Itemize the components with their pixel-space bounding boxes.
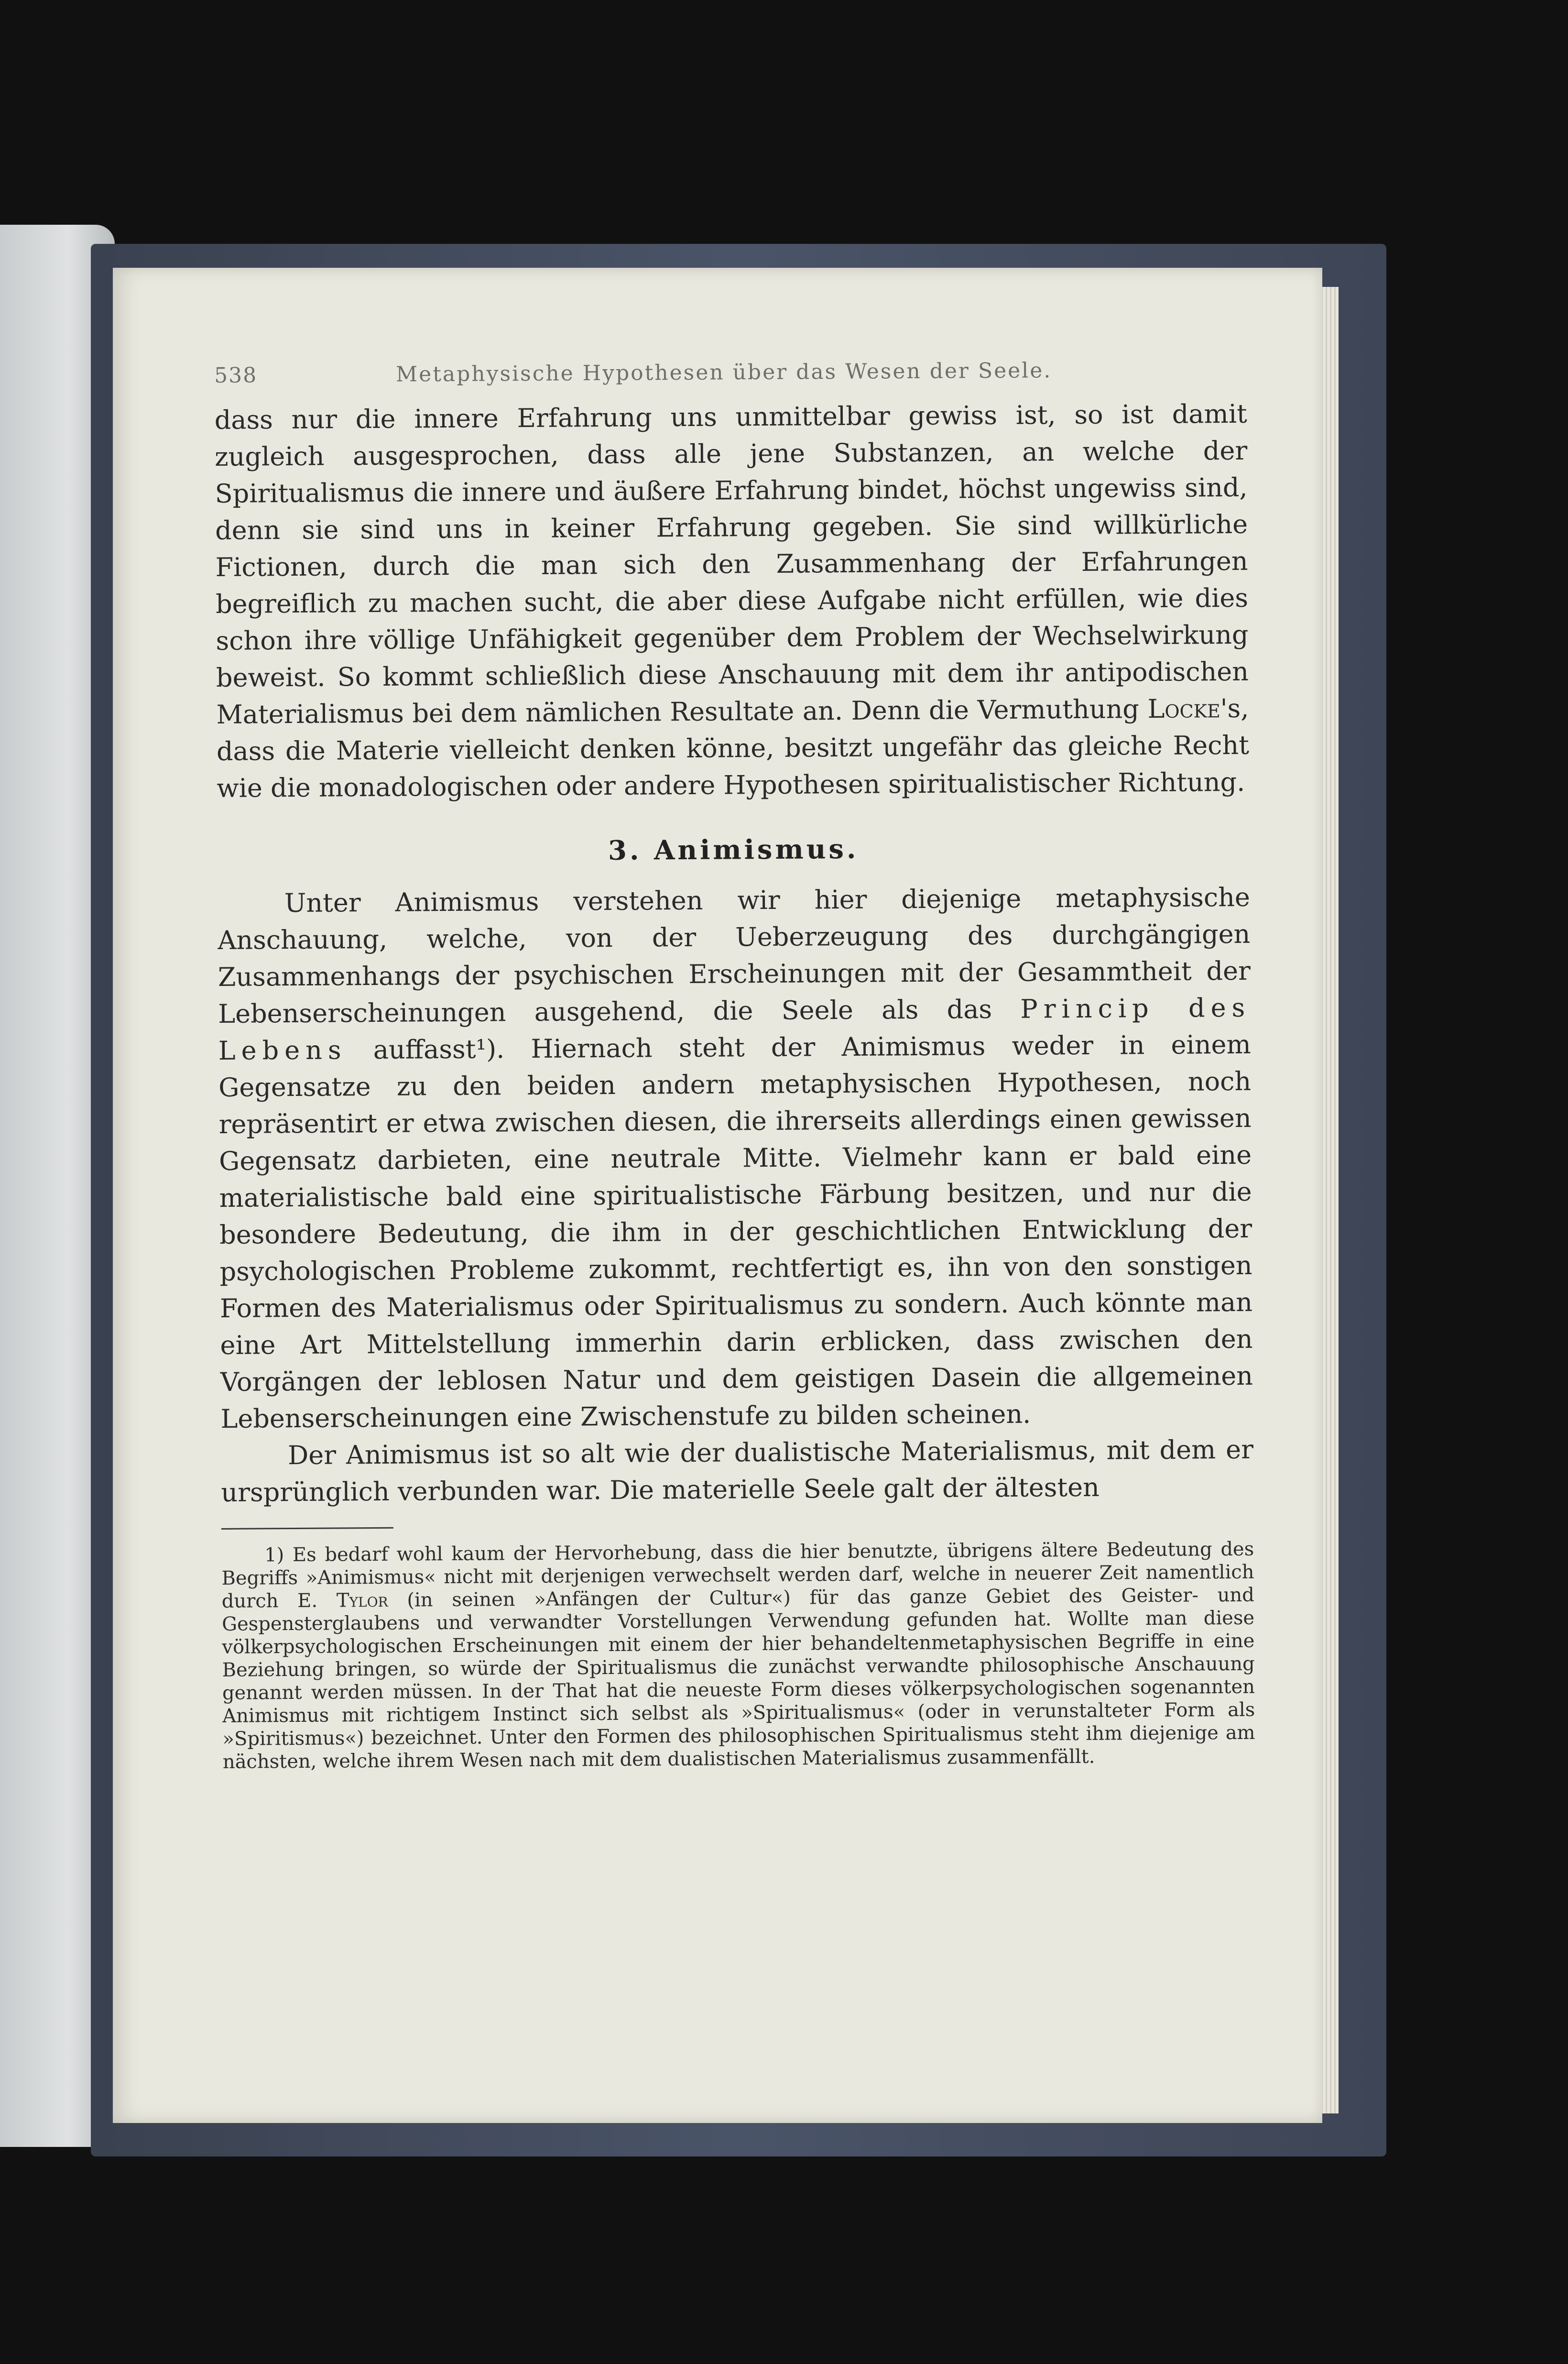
paragraph-1-text: dass nur die innere Erfahrung uns unmittelbar gewiss ist, so ist damit zugleich ausgesprochen, dass alle jene Substanzen, an welche der Spiritualismus die innere und äußere Erfahrung bindet, höchst ungewiss sind, denn sie sind uns in keiner Erfahrung gegeben. Sie sind willkürliche Fictionen, durch die man sich den Zusammenhang der Erfahrungen begreiflich zu machen sucht, die aber diese Aufgabe nicht erfüllen, wie dies schon ihre völlige Unfähigkeit gegenüber dem Problem der Wechselwirkung beweist. So kommt schließlich diese Anschauung mit dem ihr antipodischen Materialismus bei dem nämlichen Resultate an. Denn die Vermuthung bbox=[214, 398, 1249, 730]
emphasis-princip-des-lebens: Princip des Lebens bbox=[218, 992, 1251, 1066]
page-content bbox=[214, 357, 1255, 1773]
paragraph-2-start: Unter Animismus verstehen wir hier diejenige metaphysische Anschauung, welche, von der Ueberzeugung des durchgängigen Zusammenhangs der psychischen Erscheinungen mit der Gesammtheit der Lebenserscheinungen ausgehend, die Seele als das bbox=[218, 882, 1251, 1029]
author-name-locke: Locke bbox=[1147, 693, 1220, 724]
running-head-title: Metaphysische Hypothesen über das Wesen der Seele. bbox=[395, 358, 1052, 387]
footnote bbox=[221, 1538, 1255, 1773]
footnote-1-rest: (in seinen »Anfängen der Cultur«) für das ganze Gebiet des Geister- und Gespensterglaubens und verwandter Vorstellungen Verwendung gefunden hat. Wollte man diese völkerpsychologischen Erscheinungen mit einem der hier behandeltenmetaphysischen Begriffe in eine Beziehung bringen, so würde der Spiritualismus die zunächst verwandte philosophische Anschauung genannt werden müssen. In der That hat die neueste Form dieses völkerpsychologischen sogenannten Animismus mit richtigem Instinct sich selbst als »Spiritualismus« (oder in verunstalteter Form als »Spiritismus«) bezeichnet. Unter den Formen des philosophischen Spiritualismus steht ihm diejenige am nächsten, welche ihrem Wesen nach mit dem dualistischen Materialismus zusammenfällt. bbox=[221, 1584, 1255, 1773]
paragraph-2-rest: auffasst¹). Hiernach steht der Animismus weder in einem Gegensatze zu den beiden andern metaphysischen Hypothesen, noch repräsentirt er etwa zwischen diesen, die ihrerseits allerdings einen gewissen Gegensatz darbieten, eine neutrale Mitte. Vielmehr kann er bald eine materialistische bald eine spiritualistische Färbung besitzen, und nur die besondere Bedeutung, die ihm in der geschichtlichen Entwicklung der psychologischen Probleme zukommt, rechtfertigt es, ihn von den sonstigen Formen des Materialismus oder Spiritualismus zu sondern. Auch könnte man eine Art Mittelstellung immerhin darin erblicken, dass zwischen den Vorgängen der leblosen Natur und dem geistigen Dasein die allgemeinen Lebenserscheinungen eine Zwischenstufe zu bilden scheinen. bbox=[218, 1029, 1253, 1434]
section-heading: 3. Animismus. bbox=[608, 833, 859, 866]
paragraph-1-rest: 's, dass die Materie vielleicht denken könne, besitzt ungefähr das gleiche Recht wie die monadologischen oder andere Hypothesen spiritualistischer Richtung. bbox=[216, 693, 1250, 803]
footnote-rule bbox=[221, 1527, 393, 1530]
author-name-tylor: Tylor bbox=[336, 1589, 388, 1612]
footnote-1 bbox=[221, 1538, 1255, 1773]
paragraph-1 bbox=[214, 395, 1249, 807]
body-text bbox=[214, 395, 1253, 1511]
book-page bbox=[113, 268, 1322, 2123]
paragraph-3: Der Animismus ist so alt wie der dualistische Materialismus, mit dem er ursprünglich verbunden war. Die materielle Seele galt der ältesten bbox=[221, 1434, 1254, 1508]
page-number: 538 bbox=[214, 363, 258, 388]
paragraph-2 bbox=[218, 879, 1253, 1437]
footnote-1-text: 1) Es bedarf wohl kaum der Hervorhebung, dass die hier benutzte, übrigens ältere Bedeutung des Begriffs »Animismus« nicht mit derjenigen verwechselt werden darf, welche in neuerer Zeit namentlich durch E. bbox=[221, 1538, 1254, 1612]
running-head bbox=[214, 357, 1247, 402]
